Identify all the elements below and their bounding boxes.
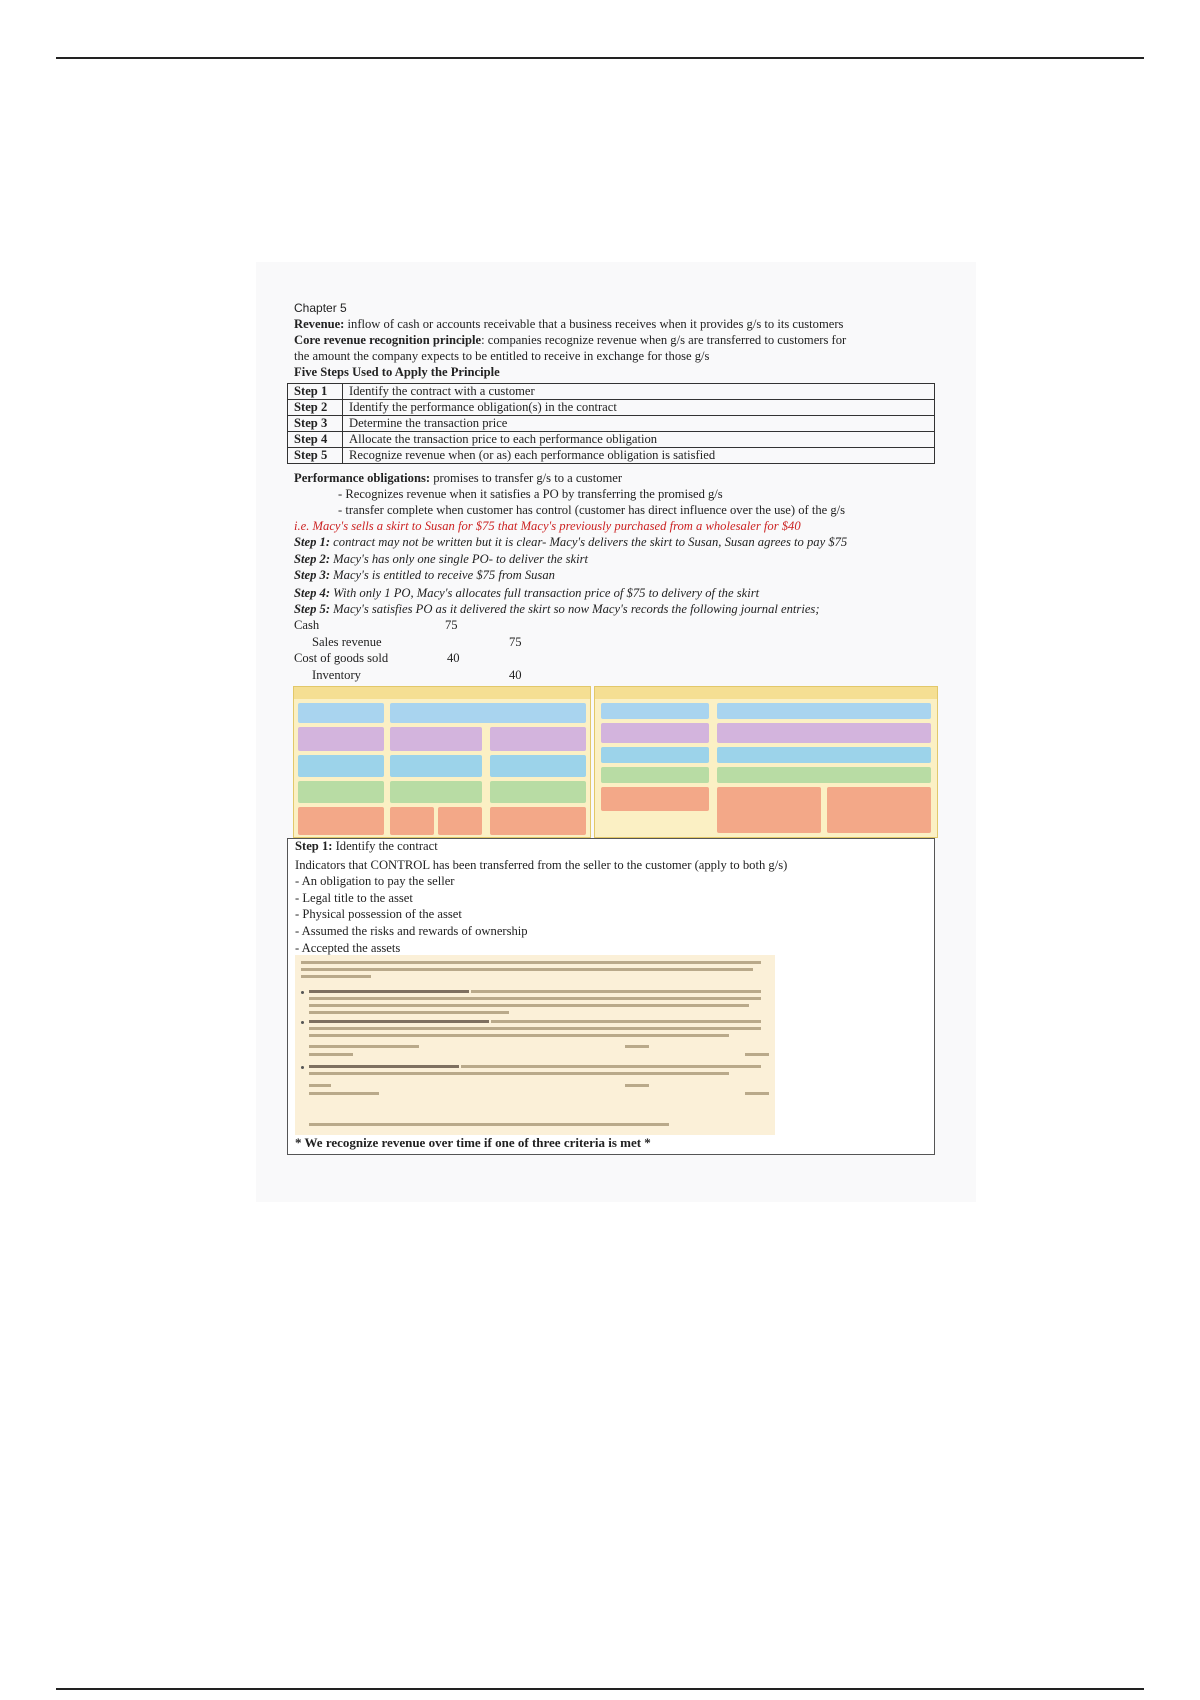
- example-step-4: [294, 585, 934, 601]
- step-text: Determine the transaction price: [343, 416, 935, 432]
- box-item: - Assumed the risks and rewards of ownership: [295, 924, 528, 938]
- diagram-step-block: [601, 723, 709, 743]
- ex-step-label: Step 4:: [294, 586, 331, 600]
- ex-step-label: Step 1:: [294, 535, 331, 549]
- ex-step-label: Step 2:: [294, 552, 331, 566]
- excerpt-text-line: [309, 1123, 669, 1126]
- diagram-block: [490, 781, 586, 803]
- ex-step-text: Macy's has only one single PO- to deliver the skirt: [330, 552, 589, 566]
- diagram-step-block: [298, 727, 384, 751]
- diagram-step-block: [601, 787, 709, 811]
- diagram-block: [390, 727, 482, 751]
- excerpt-text-line: [309, 1092, 379, 1095]
- journal-account: Cost of goods sold: [294, 651, 389, 665]
- table-row: [288, 448, 935, 464]
- step-text: Identify the contract with a customer: [343, 384, 935, 400]
- box-indicators: Indicators that CONTROL has been transferred from the seller to the customer (apply to both g/s): [295, 858, 788, 872]
- box-item: - Legal title to the asset: [295, 891, 413, 905]
- excerpt-text-line: [309, 1053, 353, 1056]
- example-step-1: [294, 534, 934, 550]
- table-row: [288, 416, 935, 432]
- excerpt-text-line: [301, 961, 761, 964]
- revenue-principle-diagram-image: [594, 686, 938, 838]
- example-step-3: [294, 567, 934, 583]
- core-principle: [294, 332, 934, 348]
- diagram-step-block: [601, 767, 709, 783]
- journal-account: Cash: [294, 618, 320, 632]
- table-row: [288, 400, 935, 416]
- box-item: - An obligation to pay the seller: [295, 874, 455, 888]
- diagram-block: [490, 755, 586, 777]
- excerpt-text-line: [309, 1065, 459, 1068]
- box-step-label: Step 1:: [295, 839, 333, 853]
- ex-step-text: contract may not be written but it is clear- Macy's delivers the skirt to Susan, Susan agrees to pay $75: [330, 535, 848, 549]
- excerpt-text-line: [625, 1045, 649, 1048]
- step-label: Step 1: [288, 384, 343, 400]
- diagram-step-block: [298, 807, 384, 835]
- five-steps-title: Five Steps Used to Apply the Principle: [294, 365, 500, 379]
- notes-body: [294, 300, 934, 380]
- diagram-step-block: [298, 781, 384, 803]
- excerpt-text-line: [745, 1053, 769, 1056]
- journal-debit: 40: [447, 651, 460, 665]
- excerpt-text-line: [301, 968, 753, 971]
- po-def: promises to transfer g/s to a customer: [430, 471, 623, 485]
- step-text: Recognize revenue when (or as) each performance obligation is satisfied: [343, 448, 935, 464]
- diagram-block: [390, 755, 482, 777]
- diagram-step-block: [298, 703, 384, 723]
- journal-debit: 75: [445, 618, 458, 632]
- excerpt-text-line: [309, 1045, 419, 1048]
- journal-credit: 40: [509, 668, 522, 682]
- excerpt-text-line: [461, 1065, 761, 1068]
- excerpt-text-line: [491, 1020, 761, 1023]
- ex-step-label: Step 5:: [294, 602, 331, 616]
- excerpt-text-line: [745, 1092, 769, 1095]
- revenue-definition: [294, 316, 934, 332]
- po-definition: [294, 470, 934, 486]
- box-item: - Accepted the assets: [295, 941, 401, 955]
- page-bottom-rule: [56, 1688, 1144, 1690]
- example-step-5: [294, 601, 934, 617]
- po-section: [294, 470, 934, 617]
- step-label: Step 4: [288, 432, 343, 448]
- excerpt-text-line: [309, 1011, 509, 1014]
- step-text: Allocate the transaction price to each performance obligation: [343, 432, 935, 448]
- diagram-block: [490, 807, 586, 835]
- excerpt-bullet: [301, 991, 304, 994]
- excerpt-text-line: [301, 975, 371, 978]
- excerpt-bullet: [301, 1066, 304, 1069]
- diagram-block: [827, 787, 931, 833]
- diagram-step-block: [601, 747, 709, 763]
- excerpt-bullet: [301, 1021, 304, 1024]
- diagram-step-block: [298, 755, 384, 777]
- ex-step-label: Step 3:: [294, 568, 331, 582]
- po-bullet-1: - Recognizes revenue when it satisfies a PO by transferring the promised g/s: [338, 487, 723, 501]
- excerpt-text-line: [309, 1072, 729, 1075]
- ex-step-text: Macy's satisfies PO as it delivered the skirt so now Macy's records the following journal entries;: [330, 602, 820, 616]
- excerpt-text-line: [309, 990, 469, 993]
- diagram-block: [717, 723, 931, 743]
- core-term: Core revenue recognition principle: [294, 333, 482, 347]
- journal-credit: 75: [509, 635, 522, 649]
- diagram-block: [717, 787, 821, 833]
- table-row: [288, 384, 935, 400]
- diagram-block: [490, 727, 586, 751]
- page-top-rule: [56, 57, 1144, 59]
- diagram-header: [595, 687, 937, 699]
- diagram-block: [717, 703, 931, 719]
- ex-step-text: Macy's is entitled to receive $75 from Susan: [330, 568, 555, 582]
- revenue-term: Revenue:: [294, 317, 345, 331]
- diagram-block: [390, 807, 434, 835]
- step-label: Step 5: [288, 448, 343, 464]
- excerpt-text-line: [309, 1004, 749, 1007]
- box-item: - Physical possession of the asset: [295, 907, 462, 921]
- criteria-note: * We recognize revenue over time if one of three criteria is met *: [295, 1135, 651, 1150]
- diagram-block: [717, 747, 931, 763]
- po-bullet-2: - transfer complete when customer has control (customer has direct influence over the use) of the g/s: [338, 503, 846, 517]
- excerpt-text-line: [309, 1020, 489, 1023]
- excerpt-text-line: [309, 1027, 761, 1030]
- journal-account: Inventory: [312, 668, 361, 682]
- box-step-heading: [295, 838, 438, 854]
- box-step-text: Identify the contract: [332, 839, 438, 853]
- diagram-header: [294, 687, 590, 699]
- diagram-block: [438, 807, 482, 835]
- table-row: [288, 432, 935, 448]
- diagram-block: [717, 767, 931, 783]
- example-step-2: [294, 551, 934, 567]
- five-steps-table: [287, 383, 935, 464]
- excerpt-text-line: [309, 1084, 331, 1087]
- chapter-heading: Chapter 5: [294, 301, 347, 315]
- core-def-1: : companies recognize revenue when g/s are transferred to customers for: [481, 333, 847, 347]
- ex-step-text: With only 1 PO, Macy's allocates full transaction price of $75 to delivery of the skirt: [330, 586, 760, 600]
- excerpt-text-line: [625, 1084, 649, 1087]
- core-def-2: the amount the company expects to be entitled to receive in exchange for those g/s: [294, 349, 710, 363]
- excerpt-text-line: [309, 1034, 729, 1037]
- po-term: Performance obligations:: [294, 471, 431, 485]
- control-indicators-box: [287, 838, 935, 1155]
- excerpt-text-line: [471, 990, 761, 993]
- diagram-step-block: [601, 703, 709, 719]
- textbook-excerpt-image: [295, 955, 775, 1135]
- journal-account: Sales revenue: [312, 635, 382, 649]
- diagram-block: [390, 703, 586, 723]
- diagram-block: [390, 781, 482, 803]
- revenue-def: inflow of cash or accounts receivable that a business receives when it provides g/s to its customers: [344, 317, 844, 331]
- five-steps-diagram-image: [293, 686, 591, 838]
- excerpt-text-line: [309, 997, 761, 1000]
- step-text: Identify the performance obligation(s) in the contract: [343, 400, 935, 416]
- step-label: Step 3: [288, 416, 343, 432]
- step-label: Step 2: [288, 400, 343, 416]
- example-text: i.e. Macy's sells a skirt to Susan for $75 that Macy's previously purchased from a wholesaler for $40: [294, 519, 801, 533]
